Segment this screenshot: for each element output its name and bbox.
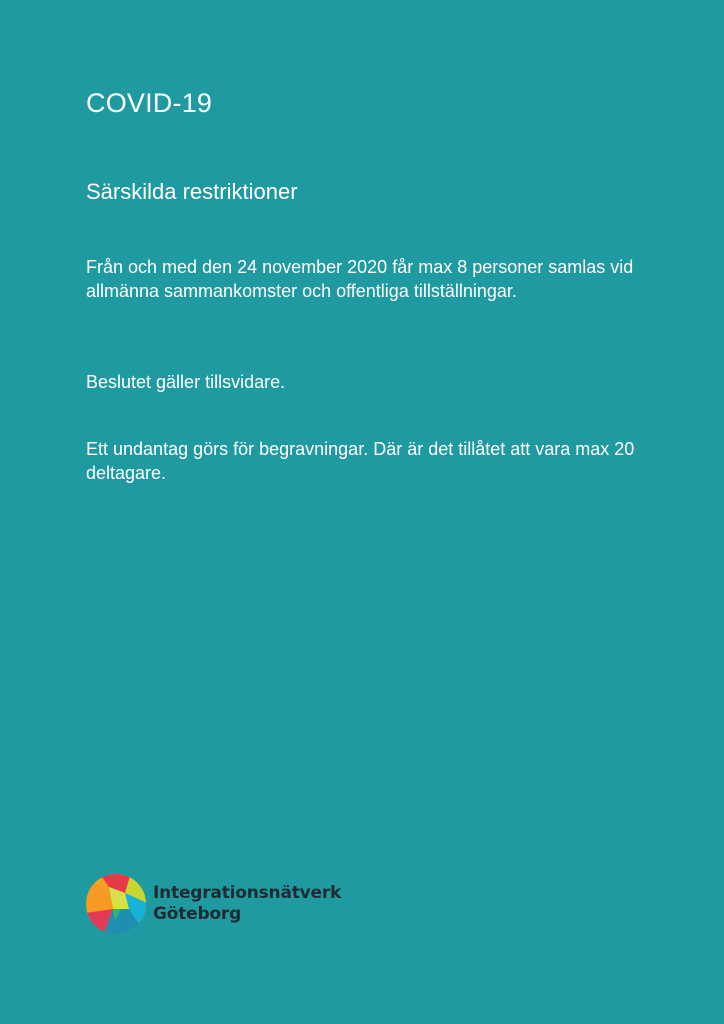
paragraph-exception: Ett undantag görs för begravningar. Där är det tillåtet att vara max 20 deltagare. (86, 439, 635, 483)
document-title: COVID-19 (86, 88, 213, 118)
multicolor-sphere-logo-icon (85, 873, 147, 935)
paragraph-validity: Beslutet gäller tillsvidare. (86, 372, 286, 392)
logo-line-2: Göteborg (153, 904, 242, 924)
paragraph-restriction: Från och med den 24 november 2020 får max 8 personer samlas vid allmänna sammankomster och offentliga tillställningar. (86, 257, 634, 301)
logo-line-1: Integrationsnätverk (153, 883, 342, 903)
document-subtitle: Särskilda restriktioner (86, 179, 298, 204)
logo-wordmark (153, 883, 341, 925)
organization-logo (85, 873, 341, 935)
